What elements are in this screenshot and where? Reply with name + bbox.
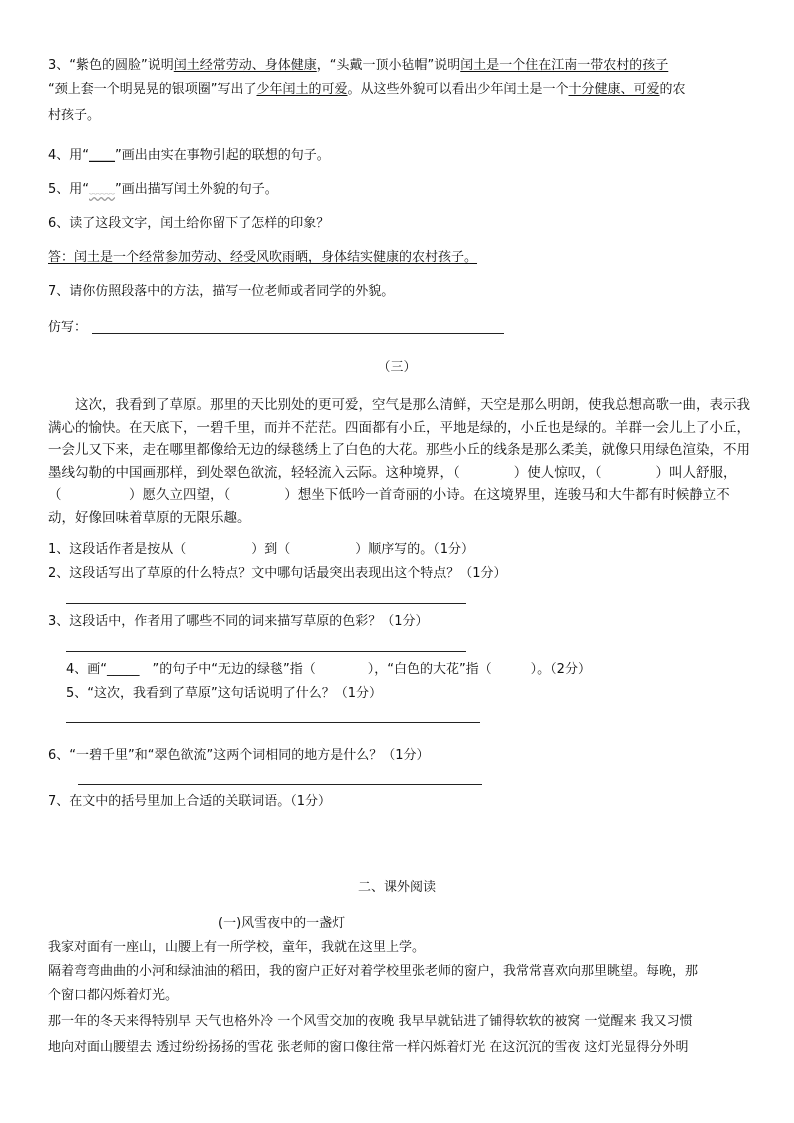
story-paragraph-3-cont: 地向对面山腰望去 透过纷纷扬扬的雪花 张老师的窗口像往常一样闪烁着灯光 在这沉沉的雪夜 这灯光显得分外明: [48, 1040, 689, 1055]
q3-text-1: 3、“紫色的圆脸”说明: [48, 58, 174, 73]
p3-question-2: 2、这段话写出了草原的什么特点？文中哪句话最突出表现出这个特点？（1分）: [48, 566, 507, 581]
q4-underline-mark: ____: [89, 148, 116, 163]
question-6-answer: 答：闰土是一个经常参加劳动、经受风吹雨晒，身体结实健康的农村孩子。: [48, 250, 478, 265]
q3-text-2: ，“头戴一顶小毡帽”说明: [316, 58, 461, 73]
q4-text-b: ”画出由实在事物引起的联想的句子。: [115, 148, 330, 163]
story-paragraph-3: 那一年的冬天来得特别早 天气也格外冷 一个风雪交加的夜晚 我早早就钻进了铺得软软的被窝 一觉醒来 我又习惯: [48, 1014, 693, 1029]
p3-question-6: 6、“一碧千里”和“翠色欲流”这两个词相同的地方是什么？（1分）: [48, 748, 430, 763]
p3-q3-answer-line[interactable]: [66, 651, 466, 652]
q5-text-a: 5、用“: [48, 182, 90, 197]
section-three-heading: （三）: [377, 360, 417, 375]
question-3-line-2: [48, 80, 686, 100]
q3-text-5: 的农: [659, 82, 686, 97]
q3-answer-4: 十分健康、可爱: [568, 82, 660, 97]
q3-answer-1: 闰土经常劳动、身体健康: [173, 58, 317, 73]
q3-answer-2: 闰土是一个住在江南一带农村的孩子: [460, 58, 669, 73]
imitation-answer-line[interactable]: [92, 333, 504, 334]
question-3-line-1: [48, 56, 668, 76]
question-5: [48, 180, 278, 200]
p3-question-5: 5、“这次，我看到了草原”这句话说明了什么？（1分）: [66, 686, 383, 701]
q4-text-a: 4、用“: [48, 148, 90, 163]
q3-answer-3: 少年闰土的可爱: [256, 82, 348, 97]
q3-text-3: “颈上套一个明晃晃的银项圈”写出了: [48, 82, 257, 97]
p3-q2-answer-line[interactable]: [66, 603, 466, 604]
p3-question-4: 4、画“_____ ”的句子中“无边的绿毯”指（ ），“白色的大花”指（ ）。（2分）: [66, 662, 591, 677]
question-3-line-3: 村孩子。: [48, 108, 101, 123]
story-paragraph-1: 我家对面有一座山，山腰上有一所学校，童年，我就在这里上学。: [48, 940, 426, 955]
story-title: (一)风雪夜中的一盏灯: [218, 916, 346, 931]
p3-q6-answer-line[interactable]: [78, 784, 482, 785]
extracurricular-section-title: 二、课外阅读: [357, 880, 436, 895]
p3-q5-answer-line[interactable]: [66, 722, 480, 723]
q5-text-b: ”画出描写闰土外貌的句子。: [115, 182, 278, 197]
q3-text-4: 。从这些外貌可以看出少年闰土是一个: [347, 82, 569, 97]
q5-wavy-mark: ﹏﹏: [89, 182, 116, 197]
imitation-label: 仿写：: [48, 320, 88, 335]
question-7: 7、请你仿照段落中的方法，描写一位老师或者同学的外貌。: [48, 284, 395, 299]
p3-question-7: 7、在文中的括号里加上合适的关联词语。（1分）: [48, 794, 332, 809]
question-4: [48, 146, 330, 166]
story-paragraph-2: 隔着弯弯曲曲的小河和绿油油的稻田，我的窗户正好对着学校里张老师的窗户，我常常喜欢向那里眺望。每晚，那: [48, 964, 699, 979]
story-paragraph-2-cont: 个窗口都闪烁着灯光。: [48, 988, 179, 1003]
grassland-passage: 这次，我看到了草原。那里的天比别处的更可爱，空气是那么清鲜，天空是那么明朗，使我总想高歌一曲，表示我满心的愉快。在天底下，一碧千里，而并不茫茫。四面都有小丘，平地是绿的，小丘也是绿的。羊群一会儿上了小丘，一会儿又下来，走在哪里都像给无边的绿毯绣上了白色的大花。那些小丘的线条是那么柔美，就像只用绿色渲染，不用墨线勾勒的中国画那样，到处翠色欲流，轻轻流入云际。这种境界，（ ）使人惊叹，（ ）叫人舒服，（ ）愿久立四望，（ ）想坐下低吟一首奇丽的小诗。在这境界里，连骏马和大牛都有时候静立不动，好像回味着草原的无限乐趣。: [48, 397, 750, 526]
p3-question-3: 3、这段话中，作者用了哪些不同的词来描写草原的色彩？（1分）: [48, 614, 429, 629]
question-6: 6、读了这段文字，闰土给你留下了怎样的印象？: [48, 216, 330, 231]
p3-question-1: 1、这段话作者是按从（ ）到（ ）顺序写的。（1分）: [48, 542, 475, 557]
